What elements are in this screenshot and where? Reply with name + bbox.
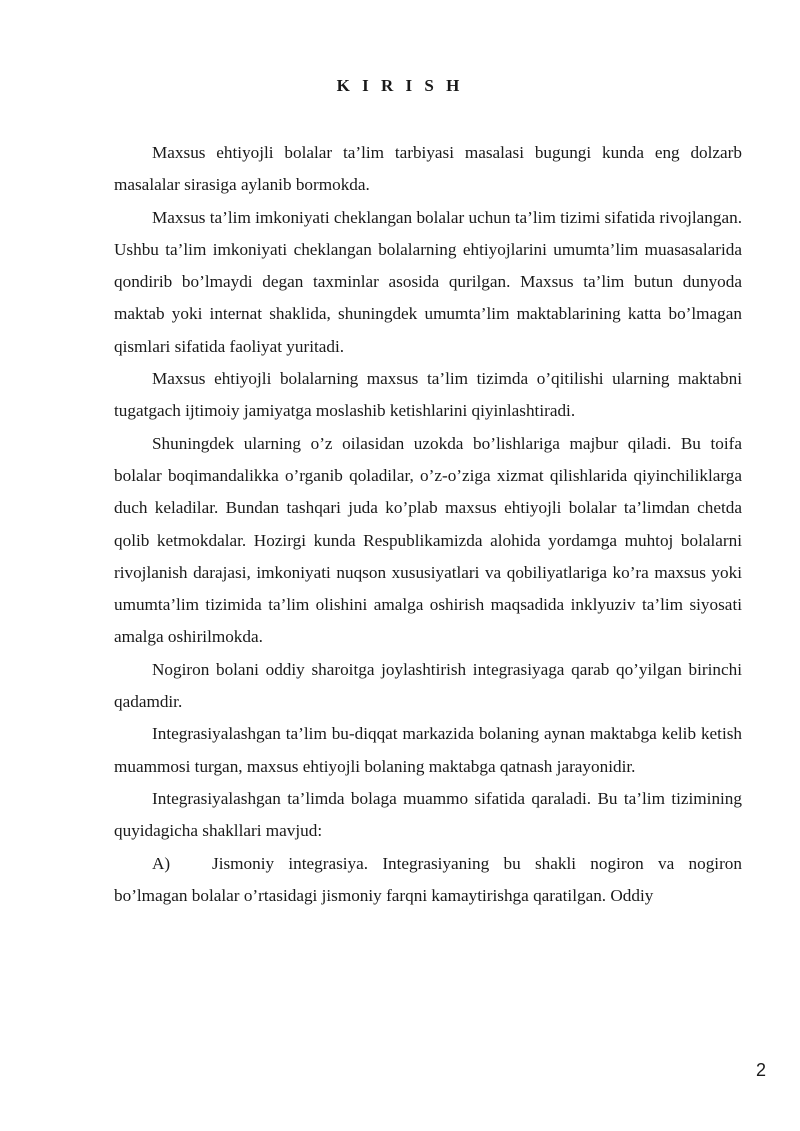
paragraph: Nogiron bolani oddiy sharoitga joylashtirish integrasiyaga qarab qo’yilgan birinchi qadamdir.	[114, 659, 742, 712]
list-item-marker: A)	[152, 853, 171, 873]
page-title: K I R I S H	[336, 76, 464, 95]
paragraph: Integrasiyalashgan ta’limda bolaga muammo sifatida qaraladi. Bu ta’lim tizimining quyidagicha shakllari mavjud:	[114, 788, 742, 841]
paragraph: Maxsus ehtiyojli bolalarning maxsus ta’lim tizimda o’qitilishi ularning maktabni tugatgach ijtimoiy jamiyatga moslashib ketishlarini qiyinlashtiradi.	[114, 369, 742, 421]
list-item-text: Jismoniy integrasiya. Integrasiyaning bu shakli nogiron va nogiron bo’lmagan bolalar o’rtasidagi jismoniy farqni kamaytirishga qaratilgan. Oddiy	[114, 853, 742, 905]
paragraph: Shuningdek ularning o’z oilasidan uzokda bo’lishlariga majbur qiladi. Bu toifa bolalar boqimandalikka o’rganib qoladilar, o’z-o’ziga xizmat qilishlarida qiyinchiliklarga duch keladilar. Bundan tashqari juda ko’plab maxsus ehtiyojli bolalar ta’limdan chetda qolib ketmokdalar. Hozirgi kunda Respublikamizda alohida yordamga muhtoj bolalarni rivojlanish darajasi, imkoniyati nuqson xususiyatlari va qobiliyatlariga ko’ra maxsus yoki umumta’lim tizimida ta’lim olishini amalga oshirish maqsadida inklyuziv ta’lim siyosati amalga oshirilmokda.	[114, 433, 742, 647]
paragraph: Integrasiyalashgan ta’lim bu-diqqat markazida bolaning aynan maktabga kelib ketish muammosi turgan, maxsus ehtiyojli bolaning maktabga qatnash jarayonidir.	[114, 724, 742, 776]
list-item	[114, 848, 742, 913]
paragraph: Maxsus ehtiyojli bolalar ta’lim tarbiyasi masalasi bugungi kunda eng dolzarb masalalar sirasiga aylanib bormokda.	[114, 143, 742, 195]
document-body	[114, 137, 742, 912]
paragraph: Maxsus ta’lim imkoniyati cheklangan bolalar uchun ta’lim tizimi sifatida rivojlangan. Ushbu ta’lim imkoniyati cheklangan bolalarning ehtiyojlarini umumta’lim muasasalarida qondirib bo’lmaydi degan taxminlar asosida qurilgan. Maxsus ta’lim butun dunyoda maktab yoki internat shaklida, shuningdek umumta’lim maktablarining katta bo’lmagan qismlari sifatida faoliyat yuritadi.	[114, 207, 742, 356]
page-number: 2	[755, 1060, 766, 1080]
